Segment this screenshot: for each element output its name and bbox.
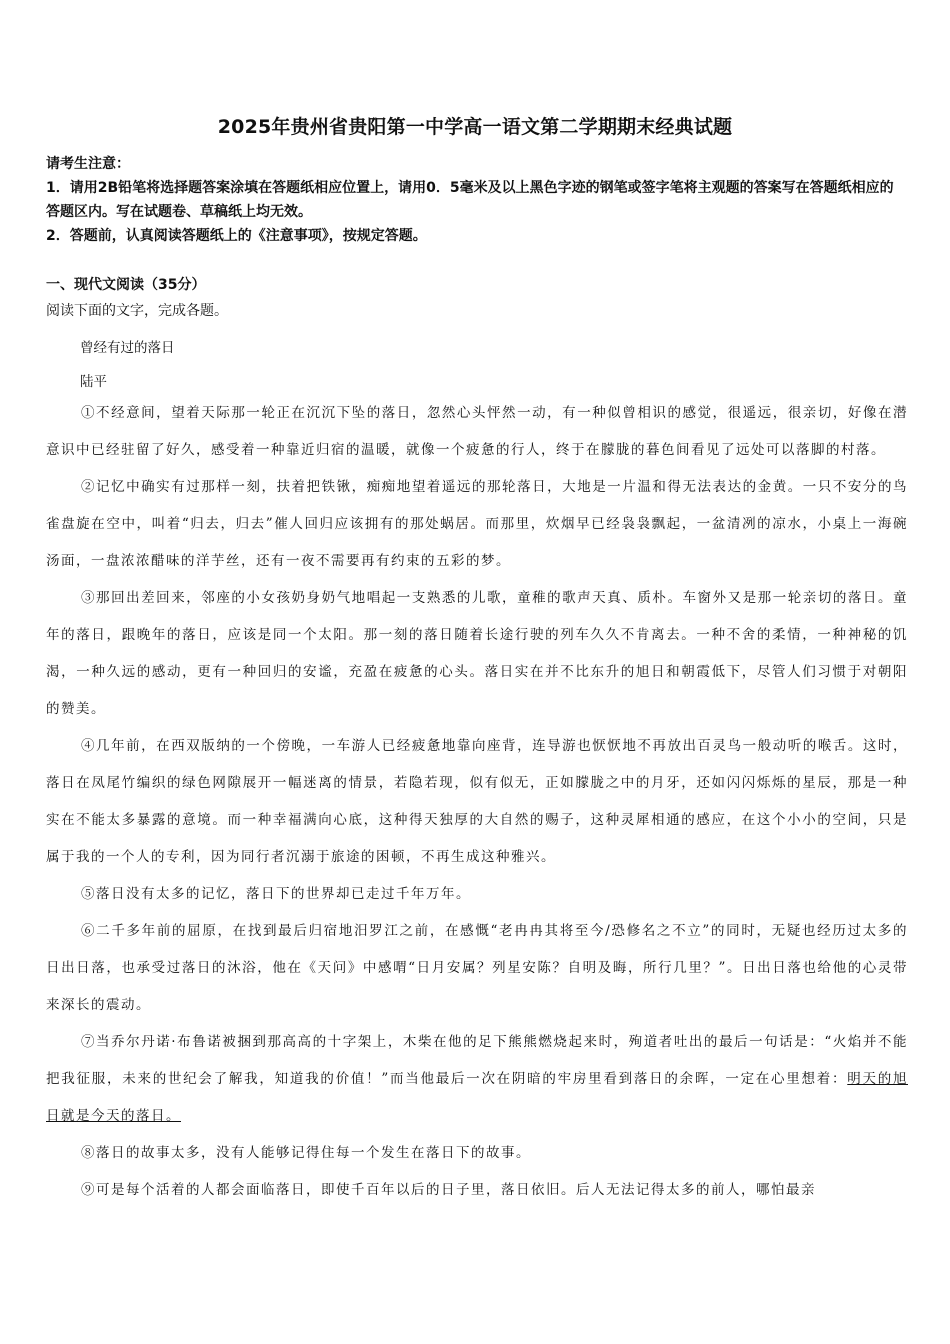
- paragraph-5: ⑤落日没有太多的记忆，落日下的世界却已走过千年万年。: [81, 886, 471, 902]
- article-body: [46, 395, 908, 1209]
- paragraph-7: [46, 1024, 908, 1135]
- paragraph-7-text: ⑦当乔尔丹诺·布鲁诺被捆到那高高的十字架上，木柴在他的足下熊熊燃烧起来时，殉道者吐出的最后一句话是：“火焰并不能把我征服，未来的世纪会了解我，知道我的价值！”而当他最后一次在阴暗的牢房里看到落日的余晖，一定在心里想着：: [46, 1034, 908, 1087]
- section-instruction: 阅读下面的文字，完成各题。: [46, 303, 228, 319]
- paragraph-9: ⑨可是每个活着的人都会面临落日，即使千百年以后的日子里，落日依旧。后人无法记得太多的前人，哪怕最亲: [81, 1182, 816, 1198]
- article-title: 曾经有过的落日: [80, 340, 175, 356]
- paragraph-1: ①不经意间，望着天际那一轮正在沉沉下坠的落日，忽然心头怦然一动，有一种似曾相识的感觉，很遥远，很亲切，好像在潜意识中已经驻留了好久，感受着一种靠近归宿的温暖，就像一个疲惫的行人，终于在朦胧的暮色间看见了远处可以落脚的村落。: [46, 405, 908, 458]
- notice-item-1: 1．请用2B铅笔将选择题答案涂填在答题纸相应位置上，请用0．5毫米及以上黑色字迹的钢笔或签字笔将主观题的答案写在答题纸相应的答题区内。写在试题卷、草稿纸上均无效。: [46, 180, 894, 220]
- notice-item-2: 2．答题前，认真阅读答题纸上的《注意事项》，按规定答题。: [46, 228, 427, 244]
- notice-heading: 请考生注意：: [46, 156, 130, 172]
- underlined-quote: 明天的旭日就是今天的落日。: [46, 1071, 908, 1124]
- paragraph-8: ⑧落日的故事太多，没有人能够记得住每一个发生在落日下的故事。: [81, 1145, 531, 1161]
- article-author: 陆平: [80, 374, 107, 390]
- paragraph-2: ②记忆中确实有过那样一刻，扶着把铁锹，痴痴地望着遥远的那轮落日，大地是一片温和得无法表达的金黄。一只不安分的鸟雀盘旋在空中，叫着“归去，归去”催人回归应该拥有的那处蜗居。而那里，炊烟早已经袅袅飘起，一盆清冽的凉水，小桌上一海碗汤面，一盘浓浓醋味的洋芋丝，还有一夜不需要再有约束的五彩的梦。: [46, 479, 908, 569]
- paragraph-6: ⑥二千多年前的屈原，在找到最后归宿地汨罗江之前，在感慨“老冉冉其将至今/恐修名之不立”的同时，无疑也经历过太多的日出日落，也承受过落日的沐浴，他在《天问》中感喟“日月安属？列星安陈？自明及晦，所行几里？”。日出日落也给他的心灵带来深长的震动。: [46, 923, 908, 1013]
- paragraph-3: ③那回出差回来，邻座的小女孩奶身奶气地唱起一支熟悉的儿歌，童稚的歌声天真、质朴。车窗外又是那一轮亲切的落日。童年的落日，跟晚年的落日，应该是同一个太阳。那一刻的落日随着长途行驶的列车久久不肯离去。一种不舍的柔情，一种神秘的饥渴，一种久远的感动，更有一种回归的安谧，充盈在疲惫的心头。落日实在并不比东升的旭日和朝霞低下，尽管人们习惯于对朝阳的赞美。: [46, 590, 908, 717]
- candidate-notice: [46, 152, 906, 248]
- paragraph-4: ④几年前，在西双版纳的一个傍晚，一车游人已经疲惫地靠向座背，连导游也恹恹地不再放出百灵鸟一般动听的喉舌。这时，落日在凤尾竹编织的绿色网隙展开一幅迷离的情景，若隐若现，似有似无，正如朦胧之中的月牙，还如闪闪烁烁的星辰，那是一种实在不能太多暴露的意境。而一种幸福满向心底，这种得天独厚的大自然的赐子，这种灵犀相通的感应，在这个小小的空间，只是属于我的一个人的专利，因为同行者沉溺于旅途的困顿，不再生成这种雅兴。: [46, 738, 908, 865]
- section-heading: 一、现代文阅读（35分）: [46, 277, 206, 293]
- exam-title: 2025年贵州省贵阳第一中学高一语文第二学期期末经典试题: [217, 116, 733, 138]
